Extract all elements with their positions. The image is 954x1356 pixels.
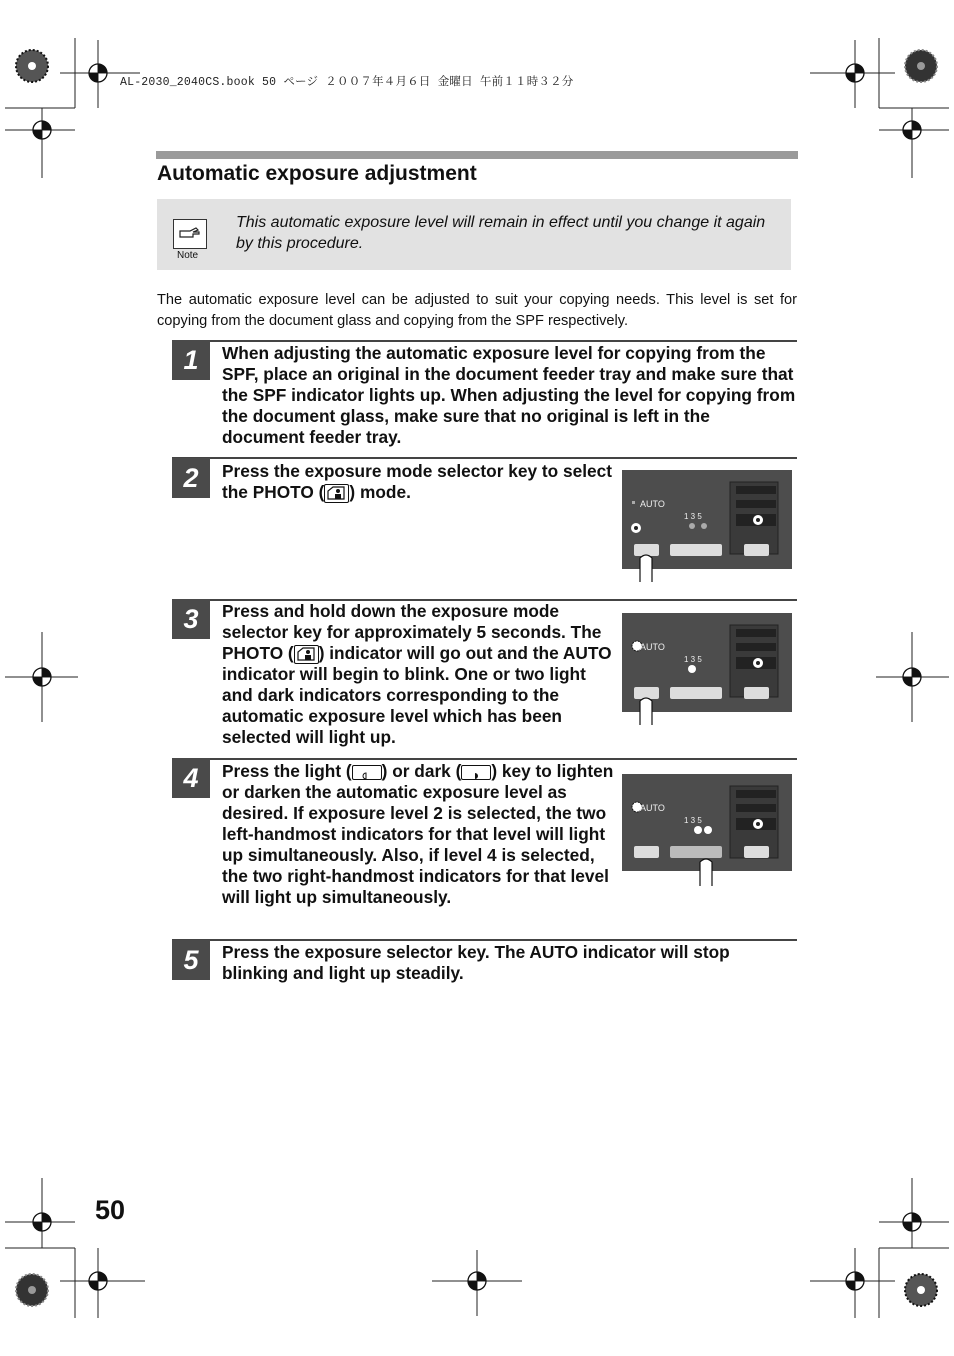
print-header: AL-2030_2040CS.book 50 ページ ２００７年４月６日 金曜日 午前１１時３２分 [120, 76, 574, 89]
auto-indicator-label: AUTO [640, 803, 665, 813]
step-number: 2 [172, 458, 210, 498]
step-divider [172, 457, 797, 459]
note-label: Note [177, 250, 199, 261]
control-panel-illustration [622, 774, 792, 871]
photo-mode-icon [294, 645, 319, 664]
step-divider [172, 758, 797, 760]
step-number: 4 [172, 758, 210, 798]
exposure-scale-label: 1 3 5 [684, 512, 702, 521]
auto-indicator-label: AUTO [640, 642, 665, 652]
step-2-text: Press the exposure mode selector key to select the PHOTO ( ) mode. [222, 461, 612, 502]
section-bar [156, 151, 798, 159]
note-hand-icon [173, 219, 207, 249]
auto-indicator-label: AUTO [640, 499, 665, 509]
step-number: 3 [172, 599, 210, 639]
page-title: Automatic exposure adjustment [157, 162, 477, 185]
step-4-text: Press the light ( ) or dark ( ) key to lighten or darken the automatic exposure level as desired. If exposure level 2 is selected, the two left-handmost indicators for that level will light up simultaneously. Also, if level 4 is selected, the two right-handmost indicators for that level will light up simultaneously. [222, 761, 614, 907]
step-3-text: Press and hold down the exposure mode selector key for approximately 5 seconds. The PHOTO ( ) indicator will go out and the AUTO indicator will begin to blink. One or two light and dark indicators corresponding to the automatic exposure level which has been selected will light up. [222, 601, 612, 747]
dark-key-icon [461, 765, 491, 780]
step-5-text: Press the exposure selector key. The AUTO indicator will stop blinking and light up steadily. [222, 942, 730, 983]
light-key-icon [352, 765, 382, 780]
step-number: 1 [172, 340, 210, 380]
step-divider [172, 340, 797, 342]
note-text: This automatic exposure level will remain in effect until you change it again by this procedure. [236, 214, 766, 252]
page-number: 50 [95, 1195, 126, 1225]
exposure-scale-label: 1 3 5 [684, 816, 702, 825]
step-1-text: When adjusting the automatic exposure level for copying from the SPF, place an original in the document feeder tray and make sure that the SPF indicator lights up. When adjusting the level for copying from the document glass, make sure that no original is left in the document feeder tray. [222, 343, 796, 447]
step-divider [172, 939, 797, 941]
control-panel-illustration [622, 470, 792, 569]
intro-paragraph: The automatic exposure level can be adjusted to suit your copying needs. This level is set for copying from the document glass and copying from the SPF respectively. [157, 292, 797, 329]
exposure-scale-label: 1 3 5 [684, 655, 702, 664]
photo-mode-icon [324, 484, 349, 503]
step-number: 5 [172, 940, 210, 980]
control-panel-illustration [622, 613, 792, 712]
